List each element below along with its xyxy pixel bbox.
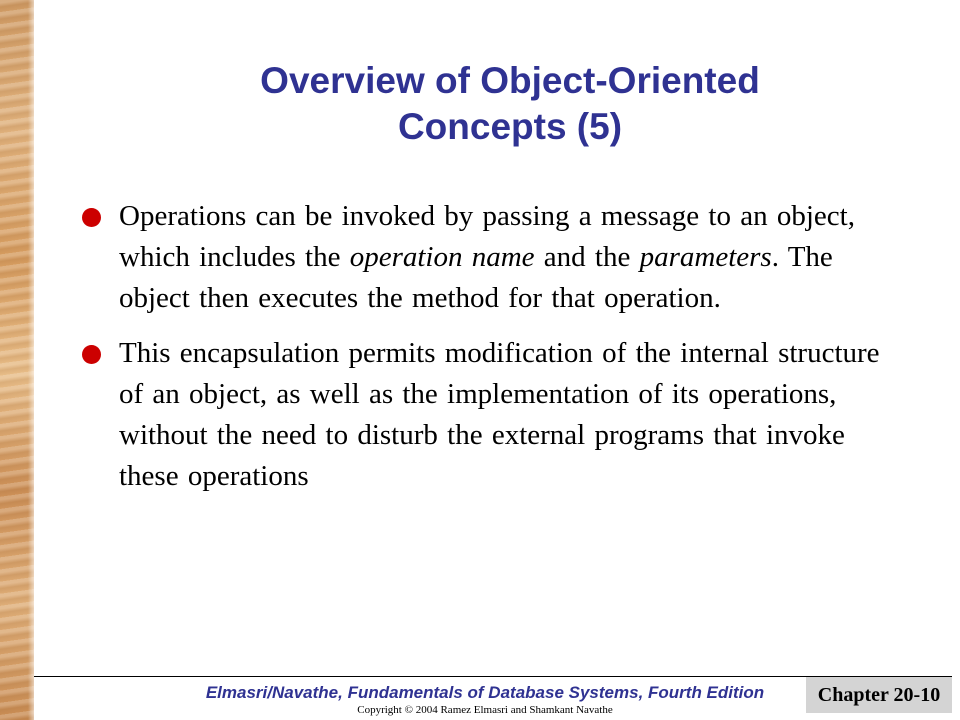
- bullet-text-part: and the: [534, 241, 640, 273]
- bullet-text-part: . The object then executes the method for that operation.: [119, 241, 833, 314]
- slide-title-line-2: Concepts (5): [397, 106, 623, 147]
- slide-title: [120, 58, 900, 150]
- bullet-text: This encapsulation permits modification of the internal structure of an object, as well as the implementation of its operations, without the need to disturb the external programs that invoke these operations: [119, 337, 880, 492]
- footer-copyright: Copyright © 2004 Ramez Elmasri and Shamkant Navathe: [357, 704, 613, 716]
- bullet-emphasis-parameters: parameters: [639, 241, 772, 273]
- bullet-emphasis-operation-name: operation name: [349, 241, 535, 273]
- bullet-item-operations: [82, 196, 902, 319]
- bullet-item-encapsulation: [82, 333, 902, 497]
- bullet-text-part: Operations can be invoked by passing a message to an object, which includes the: [119, 200, 855, 273]
- footer-book-title: Elmasri/Navathe, Fundamentals of Database Systems, Fourth Edition: [205, 683, 765, 702]
- decorative-side-strip: [0, 0, 34, 720]
- bullet-list: [82, 196, 902, 511]
- slide-title-line-1: Overview of Object-Oriented: [260, 60, 760, 101]
- bullet-dot-icon: [82, 208, 101, 227]
- bullet-dot-icon: [82, 345, 101, 364]
- chapter-label: Chapter 20-10: [806, 677, 952, 713]
